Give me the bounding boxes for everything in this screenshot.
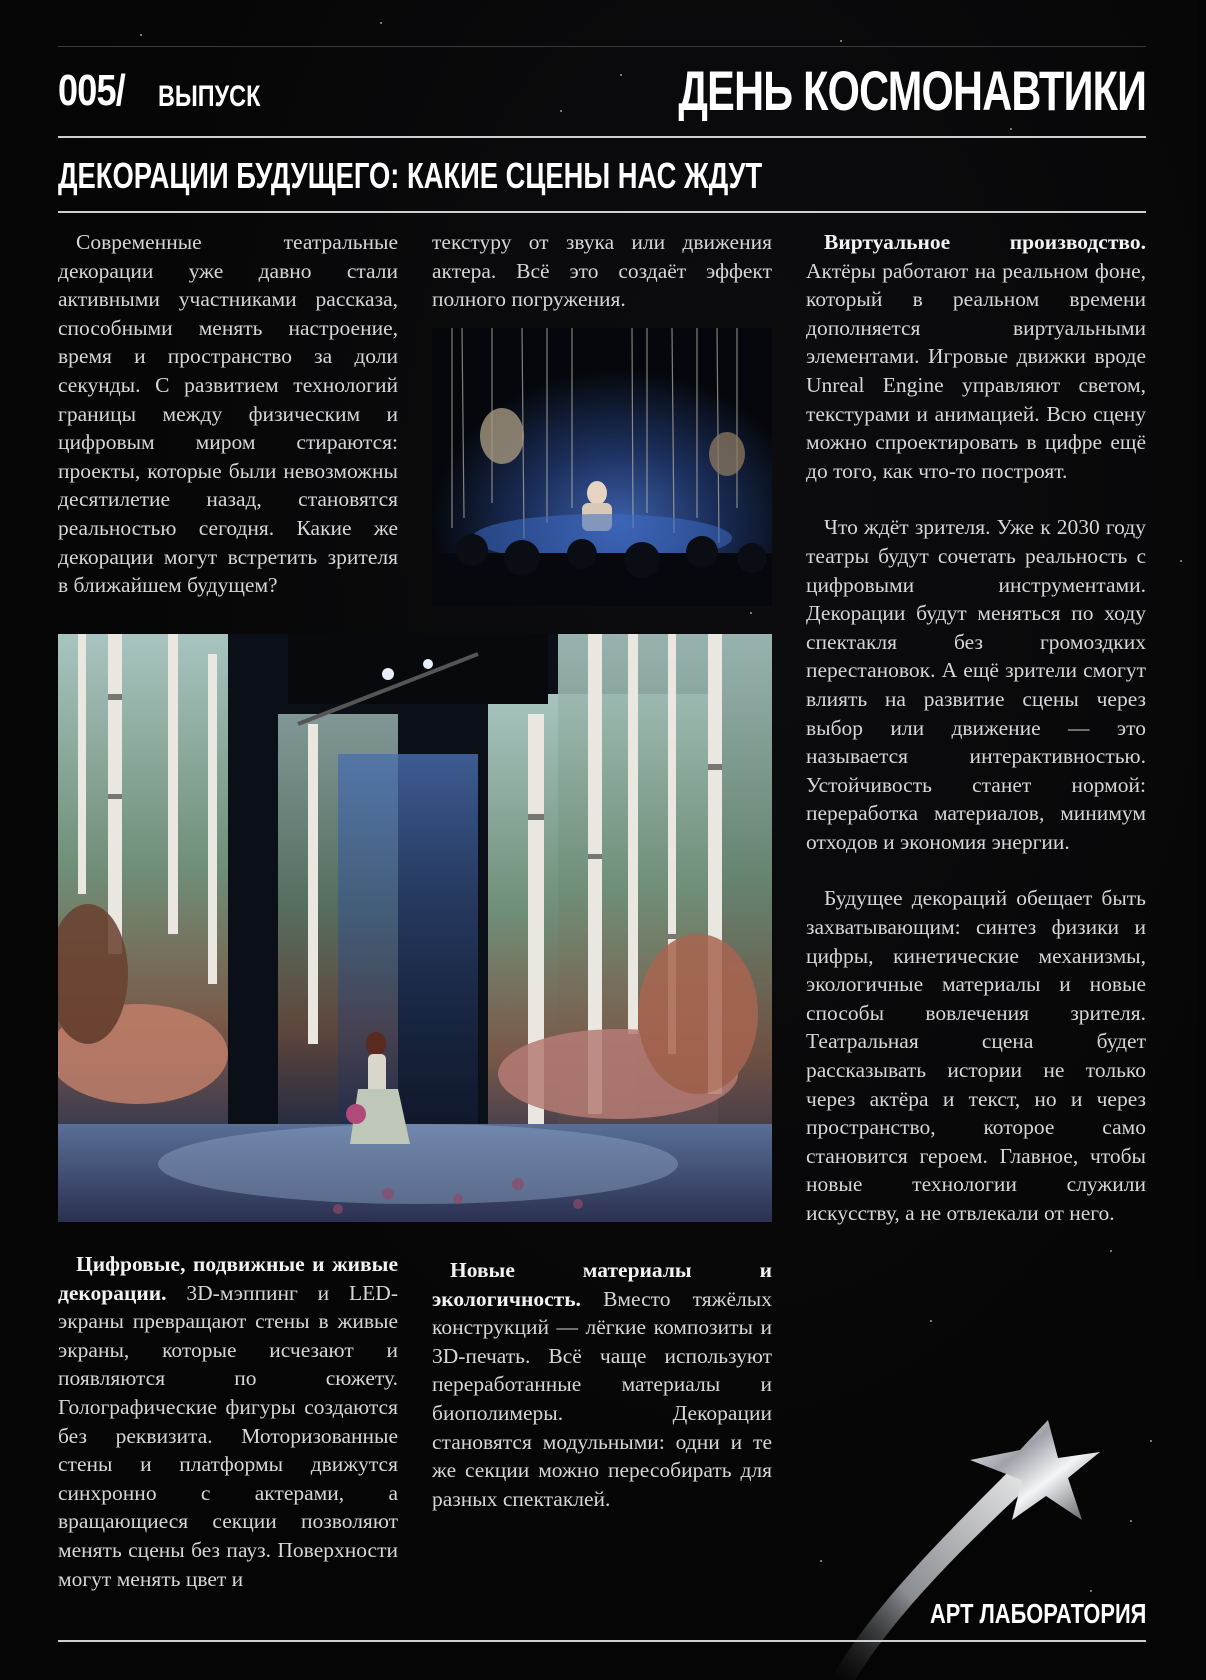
digital-decor-column (58, 1250, 398, 1593)
intro-paragraph: Современные театральные декорации уже давно стали активными участниками рассказа, способными менять настроение, время и пространство за доли секунды. С развитием технологий границы между физическим и цифровым миром стираются: проекты, которые были невозможны десятилетие назад, становятся реальностью сегодня. Какие же декорации могут встретить зрителя в ближайшем будущем? (58, 230, 398, 598)
issue-theme-title: ДЕНЬ КОСМОНАВТИКИ (678, 59, 1146, 122)
continued-paragraph: текстуру от звука или движения актера. Всё это создаёт эффект полного погружения. (432, 230, 772, 312)
future-paragraph: Что ждёт зрителя. Уже к 2030 году театры будут сочетать реальность с цифровыми инструментами. Декорации будут меняться по ходу спектакля без громоздких перестановок. А ещё зрители смогут влиять на развитие сцены через выбор или движение — это называется интерактивностью. Устойчивость станет нормой: переработка материалов, минимум отходов и экономия энергии. (806, 515, 1146, 854)
issue-number: 005/ (58, 66, 125, 115)
forest-projection-stage-photo (58, 634, 772, 1222)
intro-column (58, 228, 398, 600)
materials-body: Вместо тяжёлых конструкций — лёгкие композиты и 3D-печать. Всё чаще используют переработанные материалы и биополимеры. Декорации становятся модульными: одни и те же секции можно пересобирать для разных спектаклей. (432, 1286, 772, 1511)
virtual-production-heading: Виртуальное производство. (824, 230, 1146, 254)
digital-decor-heading: Цифровые, подвижные и живые декорации. (58, 1252, 398, 1305)
theatre-stage-image (432, 328, 772, 606)
digital-decor-body: 3D-мэппинг и LED-экраны превращают стены в живые экраны, которые исчезают и появляются по сюжету. Голографические фигуры создаются без реквизита. Моторизованные стены и платформы движутся синхронно с актерами, а вращающиеся секции позволяют менять сцены без пауз. Поверхности могут менять цвет и (58, 1280, 398, 1591)
theatre-stage-photo (432, 328, 772, 606)
title-divider (58, 211, 1146, 213)
materials-heading: Новые материалы и экологичность. (432, 1258, 772, 1311)
footer-brand-label: АРТ ЛАБОРАТОРИЯ (929, 1598, 1146, 1629)
virtual-production-body: Актёры работают на реальном фоне, который в реальном времени дополняется виртуальными элементами. Игровые движки вроде Unreal Engine управляют светом, текстурами и анимацией. Всю сцену можно спроектировать в цифре ещё до того, как что-то построят. (806, 258, 1146, 483)
footer-divider (58, 1640, 1146, 1642)
right-column (806, 228, 1146, 1228)
article-title: ДЕКОРАЦИИ БУДУЩЕГО: КАКИЕ СЦЕНЫ НАС ЖДУТ (58, 155, 763, 196)
continued-column (432, 228, 772, 314)
issue-label: ВЫПУСК (158, 80, 261, 113)
header-divider (58, 136, 1146, 138)
forest-stage-image (58, 634, 772, 1222)
top-thin-rule (58, 46, 1146, 47)
chrome-shooting-star-icon (680, 1360, 1160, 1680)
conclusion-paragraph: Будущее декораций обещает быть захватывающим: синтез физики и цифры, кинетические механизмы, экологичные материалы и новые способы вовлечения зрителя. Театральная сцена будет рассказывать истории не только через актёра и текст, но и через пространство, которое само становится героем. Главное, чтобы новые технологии служили искусству, а не отвлекали от него. (806, 886, 1146, 1225)
